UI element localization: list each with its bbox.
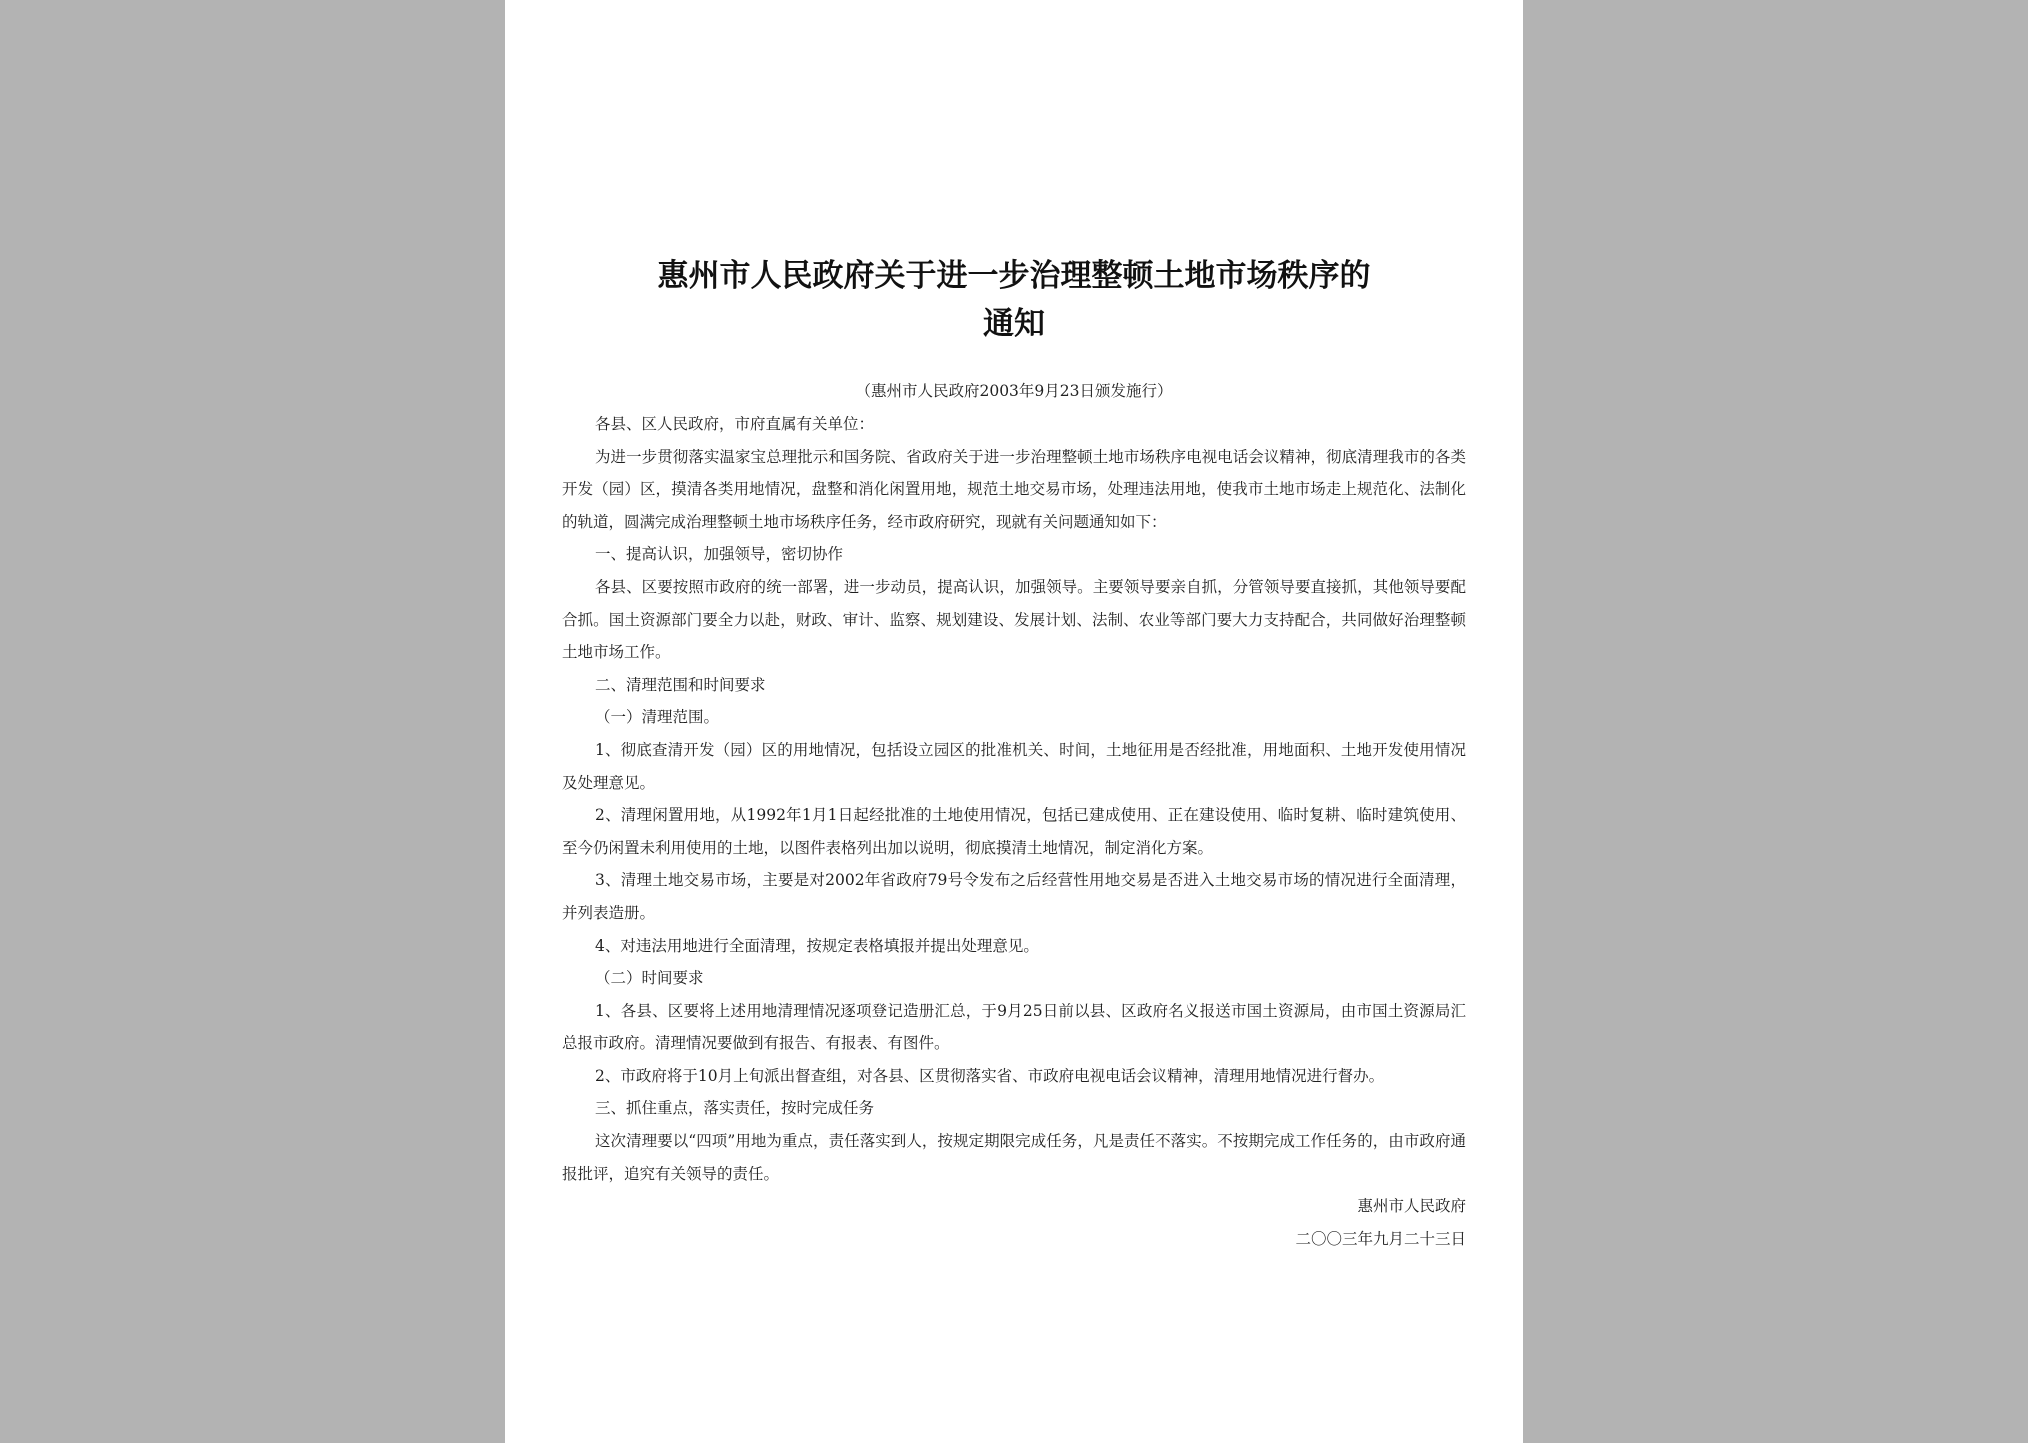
- issued-note: （惠州市人民政府2003年9月23日颁发施行）: [855, 382, 1173, 400]
- section-heading-3: 三、抓住重点，落实责任，按时完成任务: [595, 1099, 875, 1118]
- section-heading-2: 二、清理范围和时间要求: [595, 675, 766, 694]
- section-heading-1: 一、提高认识，加强领导，密切协作: [595, 545, 844, 564]
- paragraph-item-4: 4、对违法用地进行全面清理，按规定表格填报并提出处理意见。: [595, 936, 1039, 955]
- document-page: [505, 0, 1523, 1443]
- paragraph-item-1: 1、彻底查清开发（园）区的用地情况，包括设立园区的批准机关、时间，土地征用是否经批准，用地面积、土地开发使用情况及处理意见。: [562, 740, 1466, 792]
- date: 二〇〇三年九月二十三日: [1295, 1229, 1466, 1248]
- paragraph-time-1: 1、各县、区要将上述用地清理情况逐项登记造册汇总，于9月25日前以县、区政府名义报送市国土资源局，由市国土资源局汇总报市政府。清理情况要做到有报告、有报表、有图件。: [562, 1001, 1466, 1053]
- paragraph-item-3: 3、清理土地交易市场，主要是对2002年省政府79号令发布之后经营性用地交易是否进入土地交易市场的情况进行全面清理，并列表造册。: [562, 871, 1466, 922]
- subsection-heading-scope: （一）清理范围。: [595, 708, 720, 727]
- title-line-2: 通知: [983, 306, 1045, 342]
- paragraph-section-1: 各县、区要按照市政府的统一部署，进一步动员，提高认识，加强领导。主要领导要亲自抓，分管领导要直接抓，其他领导要配合抓。国土资源部门要全力以赴，财政、审计、监察、规划建设、发展计划、法制、农业等部门要大力支持配合，共同做好治理整顿土地市场工作。: [562, 577, 1466, 662]
- document-content: [562, 252, 1466, 1255]
- subsection-heading-time: （二）时间要求: [595, 969, 704, 988]
- paragraph-time-2: 2、市政府将于10月上旬派出督查组，对各县、区贯彻落实省、市政府电视电话会议精神，清理用地情况进行督办。: [595, 1066, 1385, 1085]
- title-line-1: 惠州市人民政府关于进一步治理整顿土地市场秩序的: [657, 258, 1371, 294]
- document-title: [562, 252, 1466, 348]
- salutation: 各县、区人民政府，市府直属有关单位：: [595, 415, 875, 433]
- paragraph-item-2: 2、清理闲置用地，从1992年1月1日起经批准的土地使用情况，包括已建成使用、正在建设使用、临时复耕、临时建筑使用、至今仍闲置未利用使用的土地，以图件表格列出加以说明，彻底摸清土地情况，制定消化方案。: [562, 806, 1466, 857]
- paragraph-intro: 为进一步贯彻落实温家宝总理批示和国务院、省政府关于进一步治理整顿土地市场秩序电视电话会议精神，彻底清理我市的各类开发（园）区，摸清各类用地情况，盘整和消化闲置用地，规范土地交易市场，处理违法用地，使我市土地市场走上规范化、法制化的轨道，圆满完成治理整顿土地市场秩序任务，经市政府研究，现就有关问题通知如下：: [562, 447, 1466, 531]
- signature: 惠州市人民政府: [1357, 1197, 1466, 1216]
- paragraph-section-3: 这次清理要以“四项”用地为重点，责任落实到人，按规定期限完成任务，凡是责任不落实。不按期完成工作任务的，由市政府通报批评，追究有关领导的责任。: [562, 1132, 1466, 1183]
